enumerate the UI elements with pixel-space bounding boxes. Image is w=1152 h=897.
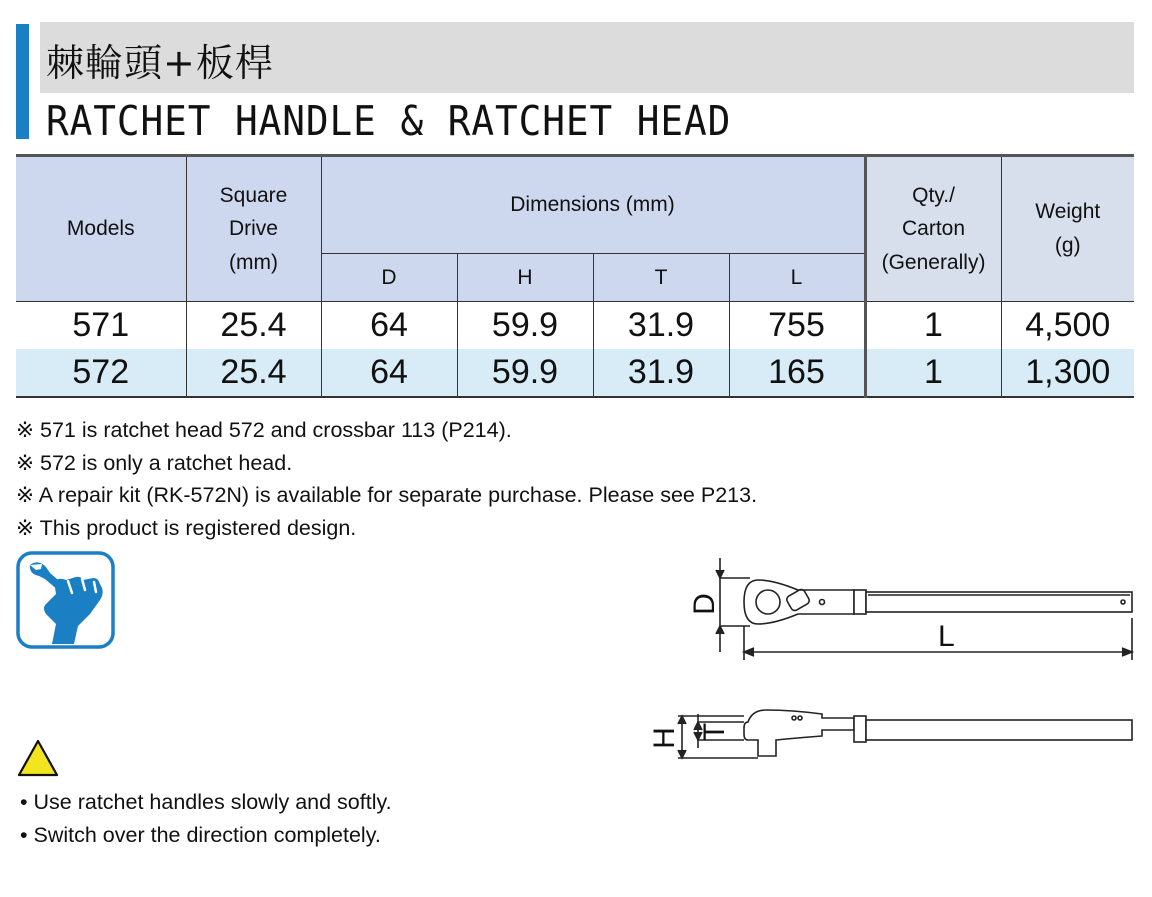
header-qty-line1: Qty./ [912,183,955,207]
note-item: ※ 572 is only a ratchet head. [16,450,293,475]
warning-triangle-icon [16,738,60,778]
caution-item: • Switch over the direction completely. [20,822,381,847]
note-item: ※ A repair kit (RK-572N) is available for separate purchase. Please see P213. [16,483,758,507]
page-title-english: RATCHET HANDLE & RATCHET HEAD [46,97,732,145]
cell-model: 572 [16,349,186,397]
header-qty [865,156,1001,302]
header-dim-t: T [593,254,729,302]
header-qty-line2: Carton [902,217,966,241]
cell-model: 571 [16,302,186,350]
caution-item: • Use ratchet handles slowly and softly. [20,790,392,814]
page-title-chinese: 棘輪頭+板桿 [46,41,274,85]
cell-d: 64 [321,302,457,350]
header-square-drive [186,156,321,302]
notes-list [16,414,757,544]
cell-h: 59.9 [457,302,593,350]
dim-label-l: L [938,620,955,653]
cell-l: 165 [729,349,865,397]
table-row [16,349,1134,397]
header-models: Models [16,156,186,302]
cell-h: 59.9 [457,349,593,397]
cell-qty: 1 [865,349,1001,397]
ratchet-dimension-drawing [640,548,1140,773]
table-row [16,302,1134,350]
dim-label-t: T [698,722,731,742]
dim-label-h: H [648,727,681,749]
hand-wrench-icon [16,551,115,649]
header-dim-h: H [457,254,593,302]
header-qty-line3: (Generally) [881,250,986,274]
header-square-drive-line1: Square [219,183,288,207]
cell-l: 755 [729,302,865,350]
header-weight [1001,156,1134,302]
dim-label-d: D [688,593,721,615]
cell-t: 31.9 [593,302,729,350]
header-dimensions: Dimensions (mm) [321,156,865,254]
cell-square-drive: 25.4 [186,302,321,350]
title-accent-bar [16,24,29,139]
cell-weight: 4,500 [1001,302,1134,350]
header-dim-d: D [321,254,457,302]
note-item: ※ 571 is ratchet head 572 and crossbar 113 (P214). [16,418,512,442]
cell-weight: 1,300 [1001,349,1134,397]
spec-table [16,154,1134,398]
cell-square-drive: 25.4 [186,349,321,397]
cell-t: 31.9 [593,349,729,397]
header-square-drive-line2: Drive [228,217,278,241]
header-square-drive-line3: (mm) [229,250,278,274]
note-item: ※ This product is registered design. [16,515,357,540]
header-weight-line2: (g) [1054,234,1081,257]
header-dim-l: L [729,254,865,302]
caution-list [20,786,392,851]
header-weight-line1: Weight [1035,200,1101,224]
cell-qty: 1 [865,302,1001,350]
cell-d: 64 [321,349,457,397]
